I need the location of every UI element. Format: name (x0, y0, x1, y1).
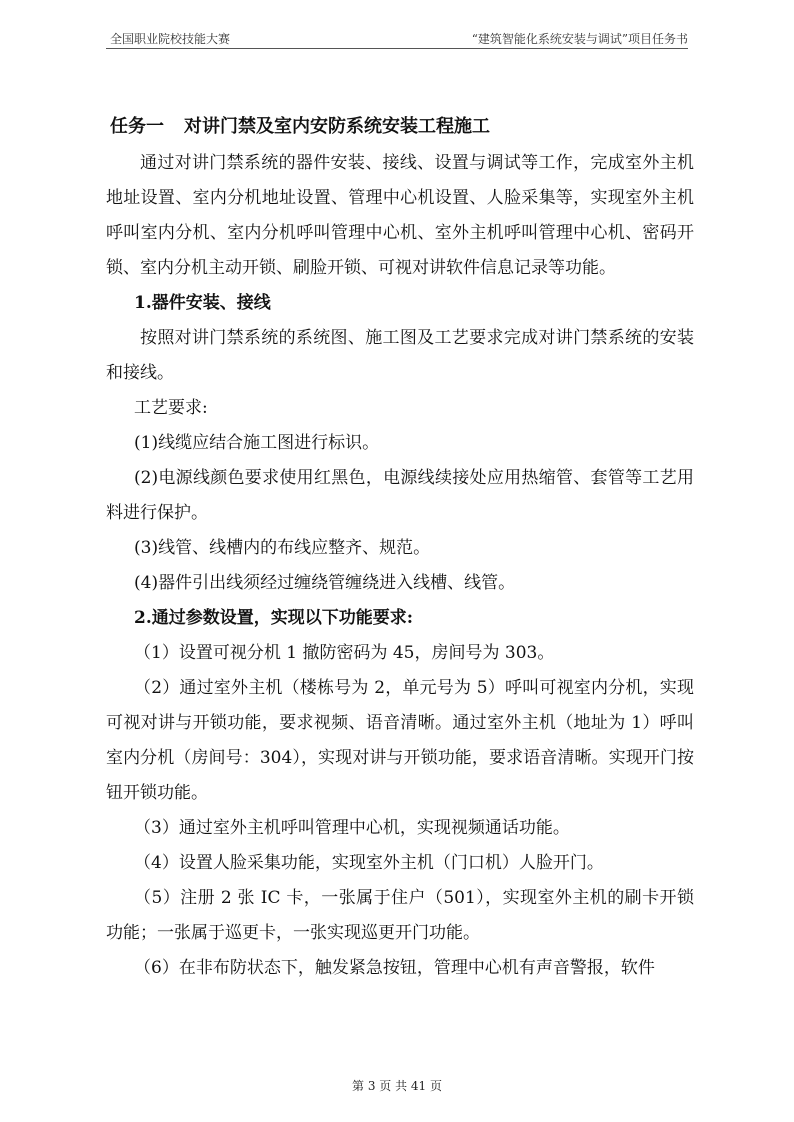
function-item: （2）通过室外主机（楼栋号为 2，单元号为 5）呼叫可视室内分机，实现可视对讲与开锁功能，要求视频、语音清晰。通过室外主机（地址为 1）呼叫室内分机（房间号：304），实现对讲与开锁功能，要求语音清晰。实现开门按钮开锁功能。 (106, 678, 694, 803)
requirement-item: (3)线管、线槽内的布线应整齐、规范。 (134, 538, 431, 558)
header-right-text: “建筑智能化系统安装与调试”项目任务书 (471, 32, 688, 46)
header-left-text: 全国职业院校技能大赛 (110, 32, 231, 46)
task-title-text: 对讲门禁及室内安防系统安装工程施工 (184, 116, 490, 137)
task-number: 任务一 (110, 116, 164, 137)
function-item: （5）注册 2 张 IC 卡，一张属于住户（501），实现室外主机的刷卡开锁功能；一张属于巡更卡，一张实现巡更开门功能。 (106, 888, 694, 943)
section1-body: 按照对讲门禁系统的系统图、施工图及工艺要求完成对讲门禁系统的安装和接线。 (106, 328, 694, 383)
task-intro: 通过对讲门禁系统的器件安装、接线、设置与调试等工作，完成室外主机地址设置、室内分机地址设置、管理中心机设置、人脸采集等，实现室外主机呼叫室内分机、室内分机呼叫管理中心机、室外主机呼叫管理中心机、密码开锁、室内分机主动开锁、刷脸开锁、可视对讲软件信息记录等功能。 (106, 153, 694, 278)
requirement-item: (4)器件引出线须经过缠绕管缠绕进入线槽、线管。 (134, 573, 516, 593)
function-item: （3）通过室外主机呼叫管理中心机，实现视频通话功能。 (134, 818, 570, 838)
requirement-item: (1)线缆应结合施工图进行标识。 (134, 433, 380, 453)
requirement-item: (2)电源线颜色要求使用红黑色，电源线续接处应用热缩管、套管等工艺用料进行保护。 (106, 468, 694, 523)
section1-heading: 1.器件安装、接线 (134, 293, 271, 313)
page-number: 第 3 页 共 41 页 (352, 1079, 442, 1093)
page-header (106, 30, 688, 49)
function-item: （4）设置人脸采集功能，实现室外主机（门口机）人脸开门。 (134, 853, 604, 873)
section2-heading: 2.通过参数设置，实现以下功能要求: (134, 608, 414, 628)
document-body (106, 110, 694, 986)
process-requirements-label: 工艺要求: (134, 398, 208, 418)
function-item: （1）设置可视分机 1 撤防密码为 45，房间号为 303。 (134, 643, 555, 663)
task-title (106, 110, 694, 144)
function-item: （6）在非布防状态下，触发紧急按钮，管理中心机有声音警报，软件 (134, 958, 655, 978)
